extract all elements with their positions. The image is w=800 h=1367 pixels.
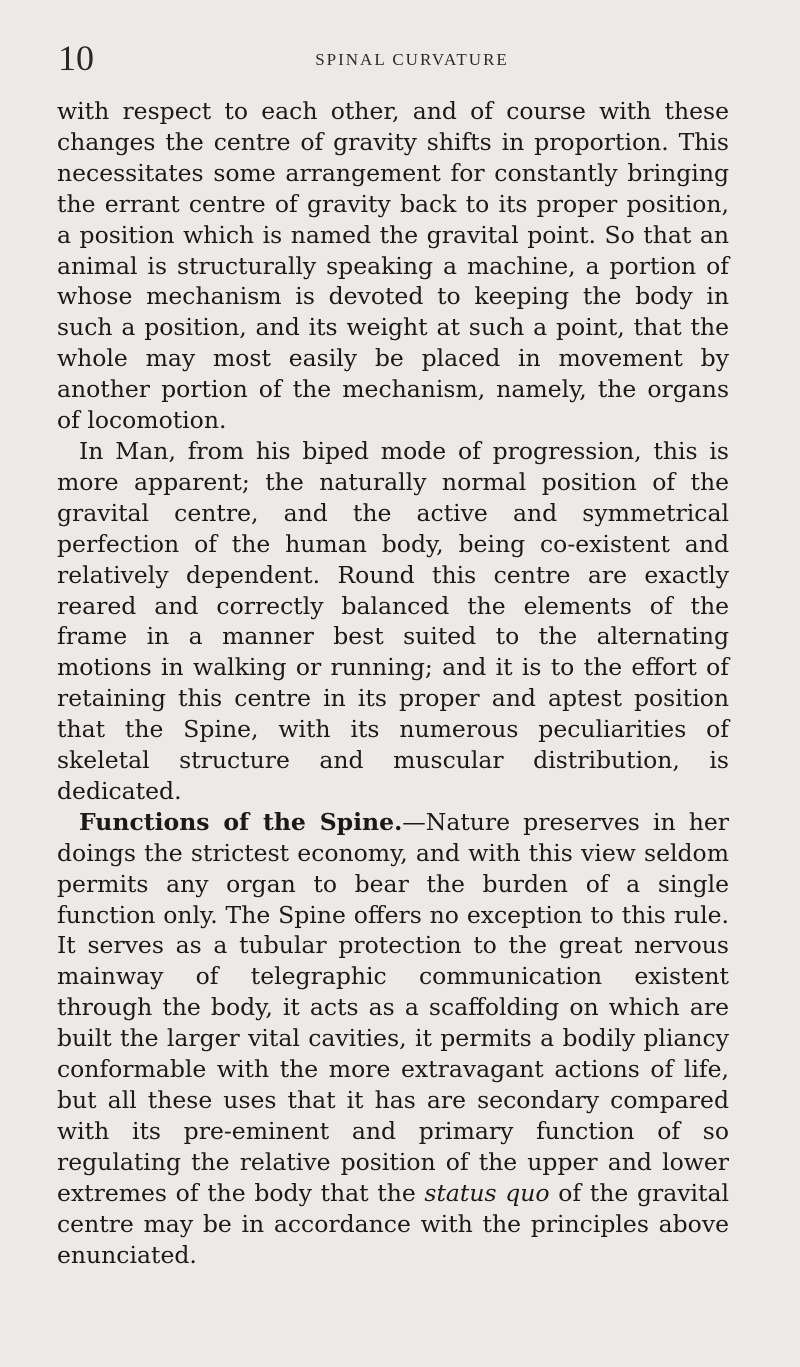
paragraph-gravity-centre: with respect to each other, and of course with these changes the centre of gravity shifts in proportion. This necessitates some arrangement for constantly bringing the errant centre of gravity back to its proper position, a position which is named the gravital point. So that an animal is structurally speaking a machine, a portion of whose mechanism is devoted to keeping the body in such a position, and its weight at such a point, that the whole may most easily be placed in movement by another portion of the mechanism, namely, the organs of locomotion. xyxy=(57,97,729,435)
running-head xyxy=(58,38,736,78)
paragraph-functions-of-spine xyxy=(57,807,729,1271)
italic-phrase: status quo xyxy=(424,1178,550,1207)
page-number: 10 xyxy=(58,38,94,78)
paragraph-text-end: of the gravital centre may be in accordance with the principles above enunciated. xyxy=(57,1178,729,1269)
paragraph-text: —Nature preserves in her doings the strictest economy, and with this view seldom permits any organ to bear the burden of a single function only. The Spine offers no exception to this rule. It serves as a tubular protection to the great nervous mainway of telegraphic communication existent through the body, it acts as a scaffolding on which are built the larger vital cavities, it permits a bodily pliancy conformable with the more extravagant actions of life, but all these uses that it has are secondary compared with its pre-eminent and primary function of so regulating the relative position of the upper and lower extremes of the body that the xyxy=(57,807,729,1207)
section-heading: Functions of the Spine. xyxy=(79,807,403,836)
running-title: SPINAL CURVATURE xyxy=(315,50,509,69)
body-text xyxy=(57,96,729,1270)
paragraph-man-biped: In Man, from his biped mode of progression, this is more apparent; the naturally normal position of the gravital centre, and the active and symmetrical perfection of the human body, being co-existent and relatively dependent. Round this centre are exactly reared and correctly balanced the elements of the frame in a manner best suited to the alternating motions in walking or running; and it is to the effort of retaining this centre in its proper and aptest position that the Spine, with its numerous peculiarities of skeletal structure and muscular distribution, is dedicated. xyxy=(57,436,729,805)
